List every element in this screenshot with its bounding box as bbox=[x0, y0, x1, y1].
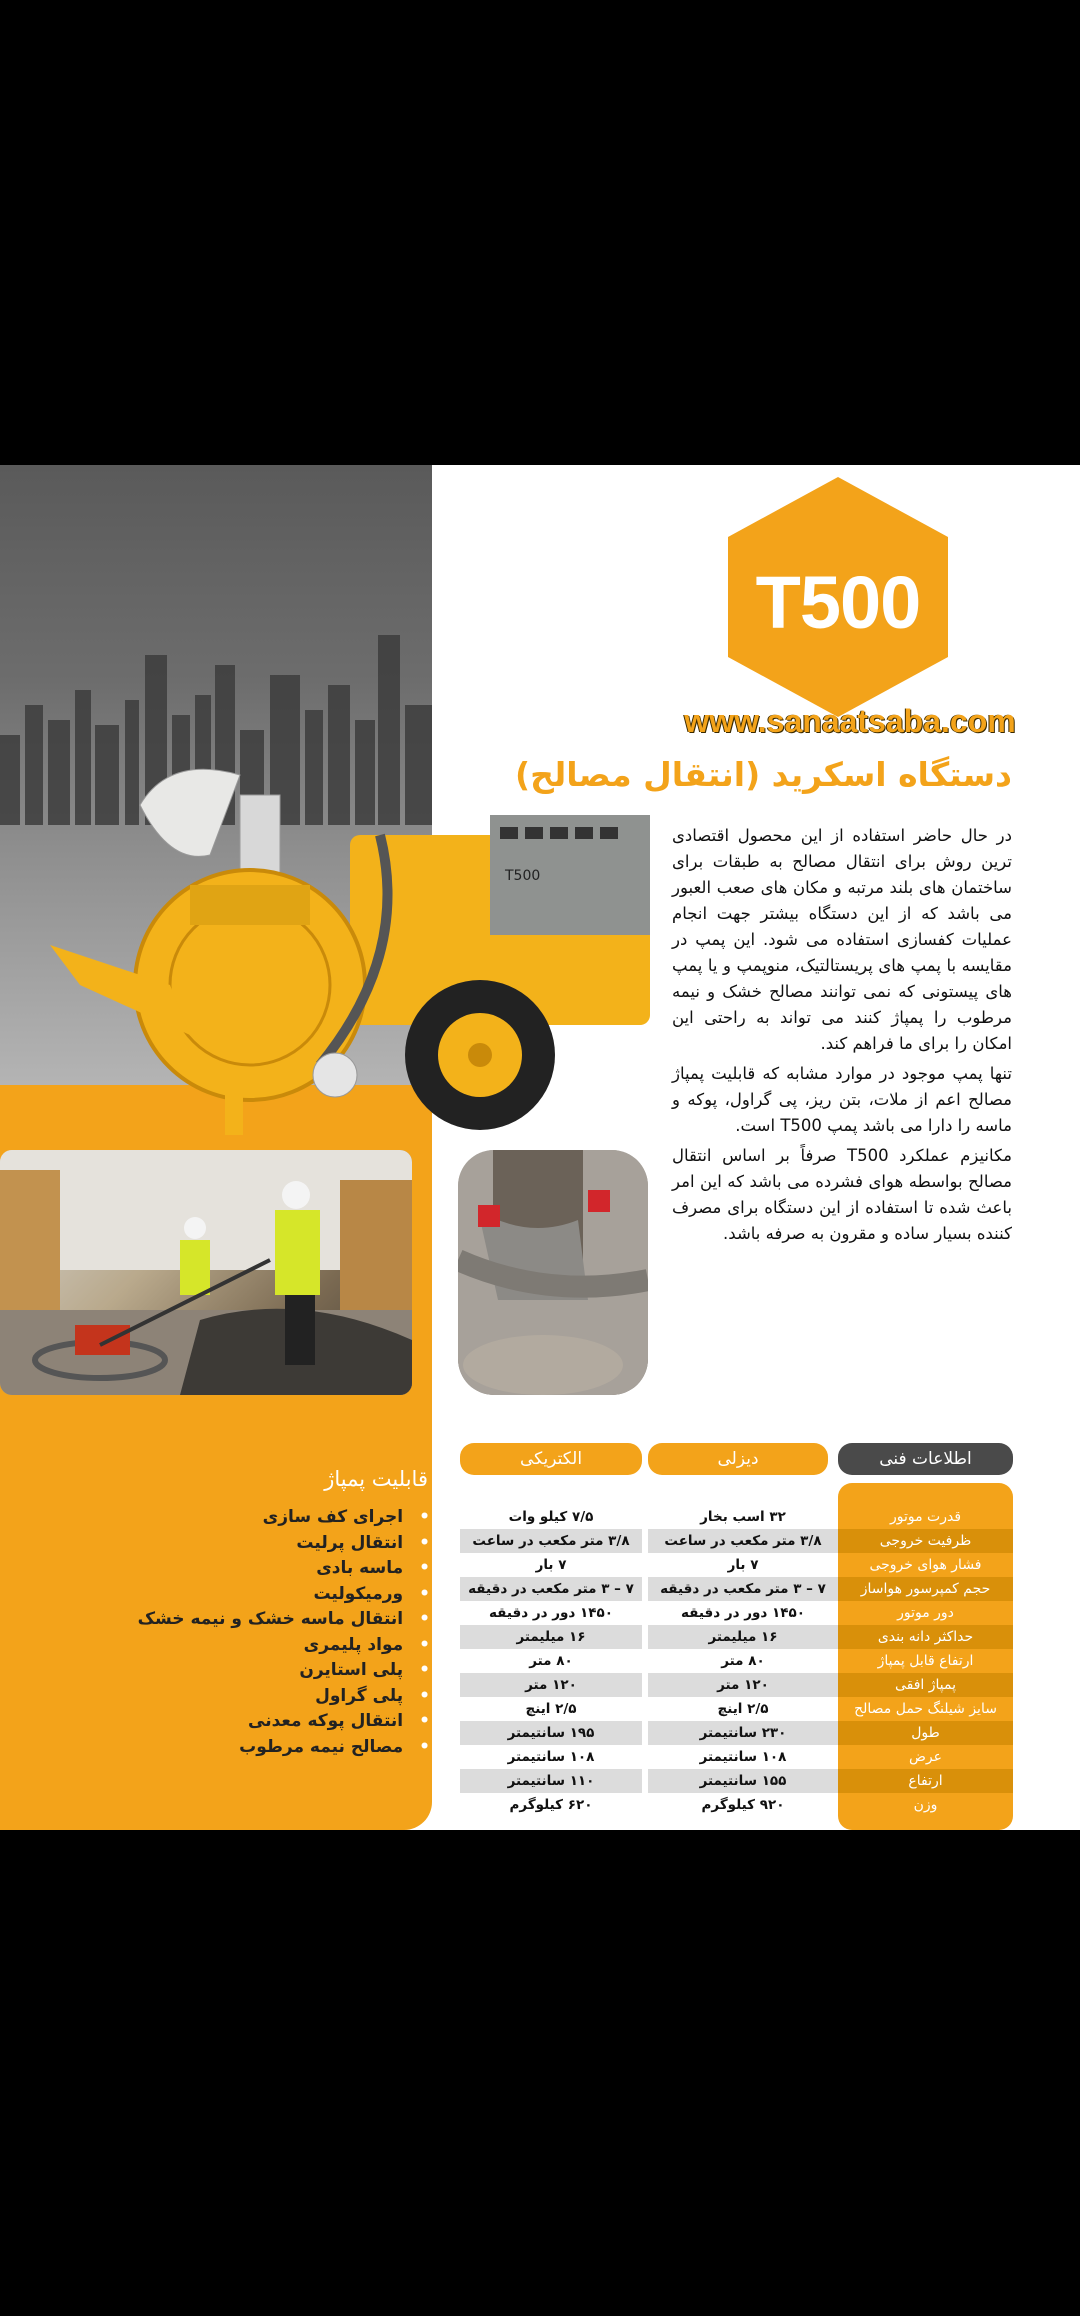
spec-diesel: ۳۲ اسب بخار bbox=[700, 1509, 786, 1525]
spec-label: حجم کمپرسور هواساز bbox=[838, 1577, 1013, 1601]
spec-label: پمپاژ افقی bbox=[838, 1673, 1013, 1697]
table-row bbox=[460, 1793, 1013, 1817]
list-item: • مصالح نیمه مرطوب bbox=[138, 1735, 430, 1761]
list-item: • پلی استایرن bbox=[138, 1658, 430, 1684]
spec-label: ارتفاع bbox=[838, 1769, 1013, 1793]
table-row bbox=[460, 1625, 1013, 1649]
list-item: • ورمیکولیت bbox=[138, 1582, 430, 1608]
spec-label: ظرفیت خروجی bbox=[838, 1529, 1013, 1553]
capabilities-title: قابلیت پمپاژ bbox=[324, 1467, 428, 1491]
spec-electric: ۱۲۰ متر bbox=[460, 1673, 642, 1697]
description-paragraph: در حال حاضر استفاده از این محصول اقتصادی ترین روش برای انتقال مصالح به طبقات برای ساختمان های بلند مرتبه و مکان های صعب العبور می باشد که از این دستگاه بیشتر جهت انجام عملیات کفسازی استفاده می شود. این پمپ در مقایسه با پمپ های پریستالتیک، منوپمپ و یا پمپ های پیستونی که نمی توانند مصالح خشک و نیمه مرطوب را پمپاژ کنند می تواند به راحتی این امکان را برای ما فراهم کند. bbox=[672, 826, 1012, 1053]
spec-label: قدرت موتور bbox=[889, 1509, 962, 1525]
spec-electric: ۱۰۸ سانتیمتر bbox=[507, 1749, 595, 1765]
list-item: • انتقال ماسه خشک و نیمه خشک bbox=[138, 1607, 430, 1633]
workers-photo bbox=[0, 1150, 412, 1395]
spec-diesel: ۷ بار bbox=[727, 1557, 759, 1573]
spec-diesel: ۳/۸ متر مکعب در ساعت bbox=[648, 1529, 838, 1553]
table-row bbox=[460, 1697, 1013, 1721]
spec-electric: ۸۰ متر bbox=[529, 1653, 573, 1669]
list-item: • اجرای کف سازی bbox=[138, 1505, 430, 1531]
list-item: • مواد پلیمری bbox=[138, 1633, 430, 1659]
model-name: T500 bbox=[755, 561, 921, 644]
list-item: • انتقال پوکه معدنی bbox=[138, 1709, 430, 1735]
list-item: • پلی گراول bbox=[138, 1684, 430, 1710]
spec-diesel: ۱۶ میلیمتر bbox=[648, 1625, 838, 1649]
spec-electric: ۱۹۵ سانتیمتر bbox=[460, 1721, 642, 1745]
spec-electric: ۳/۸ متر مکعب در ساعت bbox=[460, 1529, 642, 1553]
description bbox=[672, 823, 1012, 1251]
spec-electric: ۱۴۵۰ دور در دقیقه bbox=[488, 1605, 614, 1621]
spec-label: طول bbox=[838, 1721, 1013, 1745]
table-row bbox=[460, 1505, 1013, 1529]
website-url[interactable]: www.sanaatsaba.com bbox=[684, 703, 1016, 739]
spec-electric: ۱۱۰ سانتیمتر bbox=[460, 1769, 642, 1793]
spec-diesel: ۹۲۰ کیلوگرم bbox=[701, 1797, 785, 1813]
brochure-page bbox=[0, 465, 1080, 1830]
spec-label: وزن bbox=[913, 1797, 938, 1813]
specs-header-diesel: دیزلی bbox=[648, 1443, 828, 1475]
spec-electric: ۷/۵ کیلو وات bbox=[508, 1509, 594, 1525]
list-item: • انتقال پرلیت bbox=[138, 1531, 430, 1557]
spec-diesel: ۱۵۵ سانتیمتر bbox=[648, 1769, 838, 1793]
capabilities-list bbox=[138, 1505, 430, 1760]
spec-diesel: ۲۳۰ سانتیمتر bbox=[648, 1721, 838, 1745]
spec-diesel: ۸۰ متر bbox=[721, 1653, 765, 1669]
spec-diesel: ۱۰۸ سانتیمتر bbox=[699, 1749, 787, 1765]
hose-photo bbox=[458, 1150, 648, 1395]
spec-electric: ۲/۵ اینچ bbox=[525, 1701, 577, 1717]
spec-diesel: ۱۴۵۰ دور در دقیقه bbox=[680, 1605, 806, 1621]
spec-diesel: ۷ – ۳ متر مکعب در دقیقه bbox=[648, 1577, 838, 1601]
table-row bbox=[460, 1769, 1013, 1793]
screed-machine-image bbox=[50, 735, 660, 1165]
spec-electric: ۶۲۰ کیلوگرم bbox=[509, 1797, 593, 1813]
description-paragraph: تنها پمپ موجود در موارد مشابه که قابلیت پمپاژ مصالح اعم از ملات، بتن ریز، پی گراول، پوکه و ماسه را دارا می باشد پمپ T500 است. bbox=[672, 1064, 1012, 1135]
spec-label: فشار هوای خروجی bbox=[869, 1557, 982, 1573]
spec-label: حداکثر دانه بندی bbox=[838, 1625, 1013, 1649]
table-row bbox=[460, 1529, 1013, 1553]
spec-diesel: ۲/۵ اینچ bbox=[717, 1701, 769, 1717]
table-row bbox=[460, 1601, 1013, 1625]
table-row bbox=[460, 1745, 1013, 1769]
spec-label: سایز شیلنگ حمل مصالح bbox=[854, 1701, 997, 1717]
table-row bbox=[460, 1553, 1013, 1577]
table-row bbox=[460, 1649, 1013, 1673]
spec-label: دور موتور bbox=[897, 1605, 954, 1621]
specs-header-electric: الکتریکی bbox=[460, 1443, 642, 1475]
table-row bbox=[460, 1721, 1013, 1745]
description-paragraph: مکانیزم عملکرد T500 صرفاً بر اساس انتقال مصالح بواسطه هوای فشرده می باشد که این امر باعث شده تا استفاده از این دستگاه برای مصرف کننده بسیار ساده و مقرون به صرفه باشد. bbox=[672, 1146, 1012, 1243]
spec-electric: ۱۶ میلیمتر bbox=[460, 1625, 642, 1649]
spec-label: عرض bbox=[908, 1749, 942, 1765]
spec-label: ارتفاع قابل پمپاژ bbox=[877, 1653, 974, 1669]
page-title: دستگاه اسکرید (انتقال مصالح) bbox=[515, 755, 1012, 794]
list-item: • ماسه بادی bbox=[138, 1556, 430, 1582]
specs-header-info: اطلاعات فنی bbox=[838, 1443, 1013, 1475]
spec-electric: ۷ بار bbox=[535, 1557, 567, 1573]
table-row bbox=[460, 1577, 1013, 1601]
spec-electric: ۷ – ۳ متر مکعب در دقیقه bbox=[460, 1577, 642, 1601]
table-row bbox=[460, 1673, 1013, 1697]
machine-plate: T500 bbox=[505, 868, 541, 884]
spec-diesel: ۱۲۰ متر bbox=[648, 1673, 838, 1697]
